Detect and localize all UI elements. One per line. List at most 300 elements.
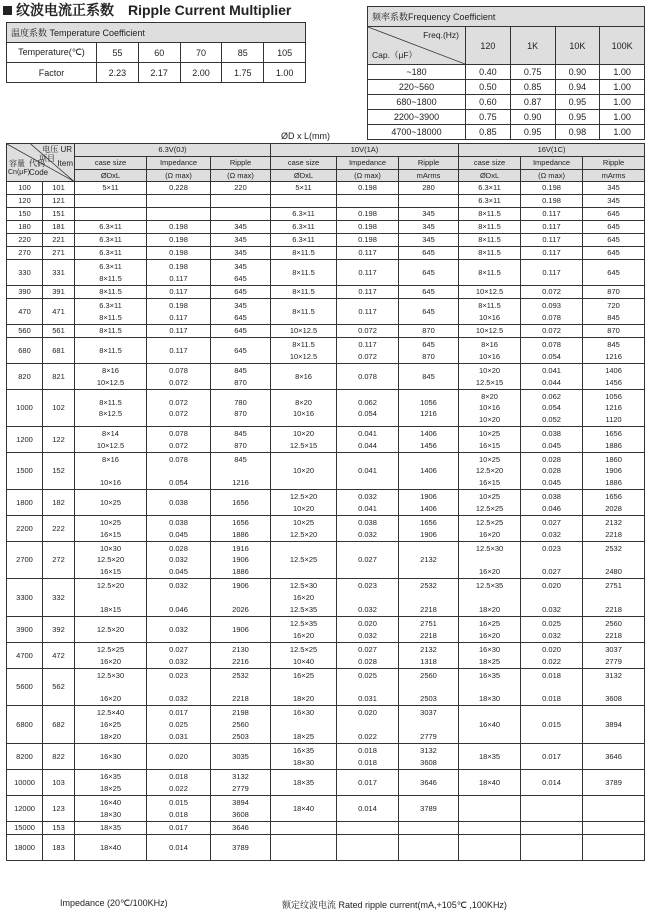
cell-line: 0.198 (542, 196, 561, 206)
cell-line: 10×20 (292, 503, 315, 513)
cell-line: 345 (422, 222, 435, 232)
cell-line: 5×11 (295, 183, 312, 193)
corner-cap-cn: 容量 (9, 159, 25, 168)
ripple-cell (211, 325, 271, 338)
case-size-cell (459, 221, 521, 234)
capacitance-cell: 2200 (7, 516, 43, 542)
cell-line: 1056 (605, 391, 622, 401)
table-row (7, 364, 645, 390)
cell-line: 2218 (420, 630, 437, 640)
cell-line: 280 (422, 183, 435, 193)
code-cell: 271 (43, 247, 75, 260)
cell-line: 2218 (605, 604, 622, 614)
ripple-cell (399, 221, 459, 234)
ripple-cell (583, 260, 645, 286)
impedance-cell (521, 390, 583, 427)
cell-line: 2028 (605, 503, 622, 513)
case-size-cell (75, 706, 147, 744)
code-cell: 561 (43, 325, 75, 338)
cap-label: Cap.（μF） (372, 50, 418, 60)
cell-line: 12.5×25 (475, 503, 504, 513)
impedance-cell (337, 796, 399, 822)
table-row (7, 208, 645, 221)
impedance-cell (147, 325, 211, 338)
voltage-header: 16V(1C) (459, 144, 645, 157)
freq-coefficient: 0.95 (555, 95, 600, 110)
case-size-cell (459, 490, 521, 516)
case-size-cell (75, 338, 147, 364)
freq-coefficient: 1.00 (600, 110, 645, 125)
cell-line: 0.025 (169, 719, 188, 729)
cell-line: 0.078 (169, 454, 188, 464)
capacitance-cell: 390 (7, 286, 43, 299)
capacitance-cell: 6800 (7, 706, 43, 744)
cell-line: 345 (607, 196, 620, 206)
cell-line: 0.032 (169, 694, 188, 704)
cell-line: 12.5×30 (475, 543, 504, 553)
impedance-cell (147, 453, 211, 490)
cell-line: 8×11.5 (478, 222, 501, 232)
cell-line: 0.117 (169, 312, 188, 322)
cell-line: 0.198 (542, 183, 561, 193)
ripple-cell (211, 338, 271, 364)
impedance-cell (147, 643, 211, 669)
cell-line: 0.072 (169, 397, 188, 407)
impedance-cell (147, 835, 211, 861)
ripple-cell (399, 427, 459, 453)
freq-coefficient: 1.00 (600, 65, 645, 80)
ripple-cell (583, 338, 645, 364)
impedance-cell (147, 516, 211, 542)
cell-line: 0.017 (358, 777, 377, 787)
cell-line: 0.022 (542, 656, 561, 666)
cell-line: 2130 (232, 645, 249, 655)
cell-line: 16×15 (99, 567, 122, 577)
impedance-cell (521, 516, 583, 542)
cell-line: 2779 (232, 783, 249, 793)
cell-line: 0.041 (358, 466, 377, 476)
col-header-imp: Impedance (521, 156, 583, 169)
cell-line: 1916 (232, 543, 249, 553)
cell-line: 3789 (232, 842, 249, 852)
cell-line: 2218 (232, 694, 249, 704)
ripple-cell (211, 195, 271, 208)
ripple-cell (399, 579, 459, 617)
cell-line: 0.017 (169, 823, 188, 833)
cell-line (211, 681, 270, 693)
cell-line: 1216 (605, 403, 622, 413)
cell-line: 12.5×25 (289, 645, 318, 655)
cell-line: 0.078 (542, 312, 561, 322)
cell-line: 345 (234, 262, 247, 272)
freq-coefficient: 1.00 (600, 80, 645, 95)
cell-line: 18×20 (99, 731, 122, 741)
cell-line: 3646 (232, 823, 249, 833)
cell-line: 16×20 (99, 694, 122, 704)
impedance-cell (147, 195, 211, 208)
code-cell: 222 (43, 516, 75, 542)
cell-line: 1056 (420, 397, 437, 407)
ripple-cell (583, 617, 645, 643)
cell-line: 16×35 (99, 772, 122, 782)
ripple-cell (399, 770, 459, 796)
cell-line: 0.041 (358, 503, 377, 513)
impedance-cell (521, 260, 583, 286)
cell-line: 3894 (232, 798, 249, 808)
impedance-cell (147, 822, 211, 835)
impedance-cell (147, 579, 211, 617)
table-row (7, 182, 645, 195)
cell-line: 0.117 (542, 248, 561, 258)
ripple-cell (211, 182, 271, 195)
cell-line: 0.117 (169, 273, 188, 283)
cell-line: 8×11.5 (99, 326, 122, 336)
cell-line: 845 (607, 312, 620, 322)
factor-value: 1.00 (264, 63, 306, 83)
case-size-cell (75, 835, 147, 861)
corner-item-en: Item (57, 159, 73, 168)
impedance-cell (337, 221, 399, 234)
table-row (7, 516, 645, 542)
case-size-cell (75, 325, 147, 338)
col-unit-rip: mArms (399, 169, 459, 182)
cell-line: 845 (422, 371, 435, 381)
cell-line: 645 (607, 209, 620, 219)
freq-row (368, 125, 645, 140)
cell-line: 0.038 (169, 518, 188, 528)
cell-line: 0.032 (542, 529, 561, 539)
case-size-cell (459, 835, 521, 861)
cell-line: 845 (607, 340, 620, 350)
cell-line: 8×16 (295, 371, 312, 381)
cell-line (271, 719, 336, 731)
footer-impedance-note: Impedance (20℃/100KHz) (60, 898, 168, 908)
impedance-cell (521, 744, 583, 770)
cell-line: 10×25 (478, 429, 501, 439)
case-size-cell (75, 286, 147, 299)
impedance-cell (337, 835, 399, 861)
cell-line: 645 (422, 340, 435, 350)
ripple-cell (399, 669, 459, 706)
cell-line: 0.023 (169, 670, 188, 680)
cell-line: 345 (422, 209, 435, 219)
cell-line (147, 681, 210, 693)
cell-line: 18×40 (99, 842, 122, 852)
cell-line: 2218 (605, 529, 622, 539)
cell-line: 0.117 (542, 267, 561, 277)
impedance-cell (147, 338, 211, 364)
cell-line: 0.032 (542, 604, 561, 614)
table-row (7, 286, 645, 299)
cell-line: 0.020 (169, 751, 188, 761)
cell-line: 0.117 (358, 248, 377, 258)
freq-table-title: 频率系数Frequency Coefficient (368, 7, 645, 27)
cell-line (583, 554, 644, 566)
cell-line: 0.117 (358, 340, 377, 350)
ripple-cell (211, 835, 271, 861)
cell-line: 1906 (420, 492, 437, 502)
case-size-cell (75, 744, 147, 770)
cell-line: 0.031 (169, 731, 188, 741)
cell-line: 0.052 (542, 415, 561, 425)
cell-line: 0.117 (169, 326, 188, 336)
cell-line: 0.020 (358, 708, 377, 718)
cell-line: 16×15 (99, 529, 122, 539)
case-size-cell (459, 579, 521, 617)
cell-line (147, 592, 210, 604)
impedance-cell (147, 744, 211, 770)
cell-line: 645 (607, 222, 620, 232)
cell-line: 3037 (605, 645, 622, 655)
temperature-coefficient-table (6, 22, 306, 83)
cell-line: 0.093 (542, 301, 561, 311)
capacitance-cell: 18000 (7, 835, 43, 861)
cell-line: 0.198 (358, 183, 377, 193)
cell-line: 3132 (232, 772, 249, 782)
cell-line: 0.072 (542, 287, 561, 297)
cell-line: 645 (607, 267, 620, 277)
impedance-cell (337, 822, 399, 835)
table-row (7, 427, 645, 453)
cell-line: 0.028 (542, 454, 561, 464)
cell-line: 2503 (232, 731, 249, 741)
cell-line: 2560 (605, 619, 622, 629)
table-row (7, 234, 645, 247)
ripple-cell (399, 835, 459, 861)
cell-line: 6.3×11 (99, 248, 122, 258)
cell-line: 0.117 (542, 222, 561, 232)
cell-line: 8×20 (295, 397, 312, 407)
cell-line: 2779 (420, 731, 437, 741)
ripple-cell (211, 221, 271, 234)
case-size-cell (459, 182, 521, 195)
freq-value: 1K (510, 27, 555, 65)
cell-line: 720 (607, 301, 620, 311)
cell-line: 18×35 (478, 751, 501, 761)
cell-line: 780 (234, 397, 247, 407)
cell-line: 1656 (232, 518, 249, 528)
impedance-cell (521, 286, 583, 299)
case-size-cell (75, 299, 147, 325)
capacitance-cell: 180 (7, 221, 43, 234)
cell-line: 12.5×20 (475, 466, 504, 476)
cell-line: 12.5×20 (96, 555, 125, 565)
cell-line (337, 592, 398, 604)
impedance-cell (521, 338, 583, 364)
code-cell: 151 (43, 208, 75, 221)
case-size-cell (459, 286, 521, 299)
cell-line: 0.054 (542, 351, 561, 361)
case-size-cell (459, 260, 521, 286)
cell-line: 12.5×20 (96, 624, 125, 634)
impedance-cell (521, 208, 583, 221)
ripple-cell (583, 325, 645, 338)
cell-line: 18×30 (99, 809, 122, 819)
impedance-cell (147, 286, 211, 299)
cell-line: 2132 (605, 518, 622, 528)
cell-line: 16×30 (478, 645, 501, 655)
case-size-cell (459, 338, 521, 364)
case-size-cell (459, 643, 521, 669)
cell-line: 1886 (232, 529, 249, 539)
ripple-cell (211, 390, 271, 427)
ripple-cell (583, 744, 645, 770)
case-size-cell (75, 453, 147, 490)
cell-line: 3894 (605, 719, 622, 729)
cell-line: 1886 (232, 567, 249, 577)
capacitance-cell: 270 (7, 247, 43, 260)
cell-line: 16×20 (478, 630, 501, 640)
cell-line: 0.014 (358, 803, 377, 813)
freq-coefficient: 0.60 (466, 95, 511, 110)
cell-line: 16×20 (478, 529, 501, 539)
cell-line: 12.5×35 (475, 581, 504, 591)
code-cell: 122 (43, 427, 75, 453)
case-size-cell (271, 260, 337, 286)
capacitance-cell: 2700 (7, 542, 43, 579)
impedance-cell (337, 325, 399, 338)
cell-line: 870 (234, 409, 247, 419)
temp-value: 105 (264, 43, 306, 63)
capacitance-cell: 15000 (7, 822, 43, 835)
ripple-cell (399, 364, 459, 390)
freq-coefficient: 0.75 (510, 65, 555, 80)
cell-line: 0.044 (542, 377, 561, 387)
ripple-cell (399, 247, 459, 260)
cell-line: 10×12.5 (475, 326, 504, 336)
voltage-header: 10V(1A) (271, 144, 459, 157)
cell-line: 10×30 (99, 543, 122, 553)
ripple-cell (583, 669, 645, 706)
cell-line: 18×25 (99, 783, 122, 793)
case-size-cell (459, 208, 521, 221)
case-size-cell (75, 669, 147, 706)
cell-line: 0.027 (169, 645, 188, 655)
case-size-cell (459, 364, 521, 390)
ripple-cell (399, 643, 459, 669)
cell-line: 3132 (605, 670, 622, 680)
cell-line: 12.5×35 (289, 619, 318, 629)
ripple-cell (399, 617, 459, 643)
cell-line: 8×11.5 (478, 235, 501, 245)
ripple-cell (211, 286, 271, 299)
cell-line: 870 (607, 326, 620, 336)
cell-line: 2132 (420, 645, 437, 655)
ripple-cell (399, 490, 459, 516)
impedance-cell (337, 490, 399, 516)
ripple-cell (399, 182, 459, 195)
impedance-cell (337, 208, 399, 221)
ripple-cell (583, 770, 645, 796)
capacitance-cell: 560 (7, 325, 43, 338)
impedance-cell (521, 325, 583, 338)
ripple-cell (583, 822, 645, 835)
case-size-cell (271, 490, 337, 516)
cell-line: 8×11.5 (99, 397, 122, 407)
impedance-cell (521, 195, 583, 208)
cell-line: 0.117 (542, 235, 561, 245)
cell-line (75, 465, 146, 477)
case-size-cell (271, 221, 337, 234)
cell-line: 3132 (420, 746, 437, 756)
cell-line: 16×20 (292, 630, 315, 640)
cell-line: 6.3×11 (99, 262, 122, 272)
cell-line (337, 681, 398, 693)
header-title-cn: 纹波电流正系数 (16, 2, 114, 18)
cell-line: 0.032 (542, 630, 561, 640)
freq-row (368, 95, 645, 110)
cell-line: 0.014 (542, 777, 561, 787)
cell-line: 0.014 (169, 842, 188, 852)
impedance-cell (147, 490, 211, 516)
cell-line: 2532 (420, 581, 437, 591)
table-row (7, 390, 645, 427)
cell-line: 870 (422, 326, 435, 336)
cell-line: 6.3×11 (99, 222, 122, 232)
case-size-cell (75, 260, 147, 286)
impedance-cell (337, 234, 399, 247)
cell-line: 6.3×11 (292, 209, 315, 219)
cell-line: 0.031 (358, 694, 377, 704)
impedance-cell (147, 617, 211, 643)
ripple-cell (399, 338, 459, 364)
cell-line (337, 719, 398, 731)
cell-line: 2532 (605, 543, 622, 553)
page-header (3, 2, 291, 18)
impedance-cell (337, 286, 399, 299)
cell-line: 8×11.5 (99, 345, 122, 355)
cell-line: 10×25 (292, 518, 315, 528)
cell-line: 0.072 (358, 326, 377, 336)
case-size-cell (459, 299, 521, 325)
cell-line: 1120 (605, 415, 622, 425)
cell-line: 16×20 (478, 567, 501, 577)
case-size-cell (271, 338, 337, 364)
cell-line: 0.078 (358, 371, 377, 381)
case-size-cell (75, 822, 147, 835)
code-cell: 822 (43, 744, 75, 770)
ripple-cell (399, 390, 459, 427)
cell-line: 3646 (605, 751, 622, 761)
cell-line: 0.028 (542, 466, 561, 476)
cell-line: 0.078 (169, 366, 188, 376)
freq-coefficient: 1.00 (600, 125, 645, 140)
cell-line: 12.5×15 (475, 377, 504, 387)
cell-line: 0.015 (542, 719, 561, 729)
cell-line: 0.117 (169, 287, 188, 297)
cell-line: 8×11.5 (292, 248, 315, 258)
case-size-cell (459, 669, 521, 706)
impedance-cell (147, 390, 211, 427)
impedance-cell (521, 234, 583, 247)
cell-line: 18×35 (292, 777, 315, 787)
table-row (7, 247, 645, 260)
cell-line: 220 (234, 183, 247, 193)
col-header-rip: Ripple (583, 156, 645, 169)
main-corner-cell (7, 144, 75, 182)
cell-line: 10×25 (99, 518, 122, 528)
freq-cap-range: 220~560 (368, 80, 466, 95)
cell-line: 2751 (420, 619, 437, 629)
impedance-cell (521, 542, 583, 579)
cell-line: 8×11.5 (478, 248, 501, 258)
cell-line: 10×16 (99, 478, 122, 488)
cell-line: 0.117 (169, 345, 188, 355)
cell-line: 2218 (605, 630, 622, 640)
temp-value: 85 (222, 43, 264, 63)
cell-line: 12.5×30 (289, 581, 318, 591)
impedance-cell (147, 364, 211, 390)
